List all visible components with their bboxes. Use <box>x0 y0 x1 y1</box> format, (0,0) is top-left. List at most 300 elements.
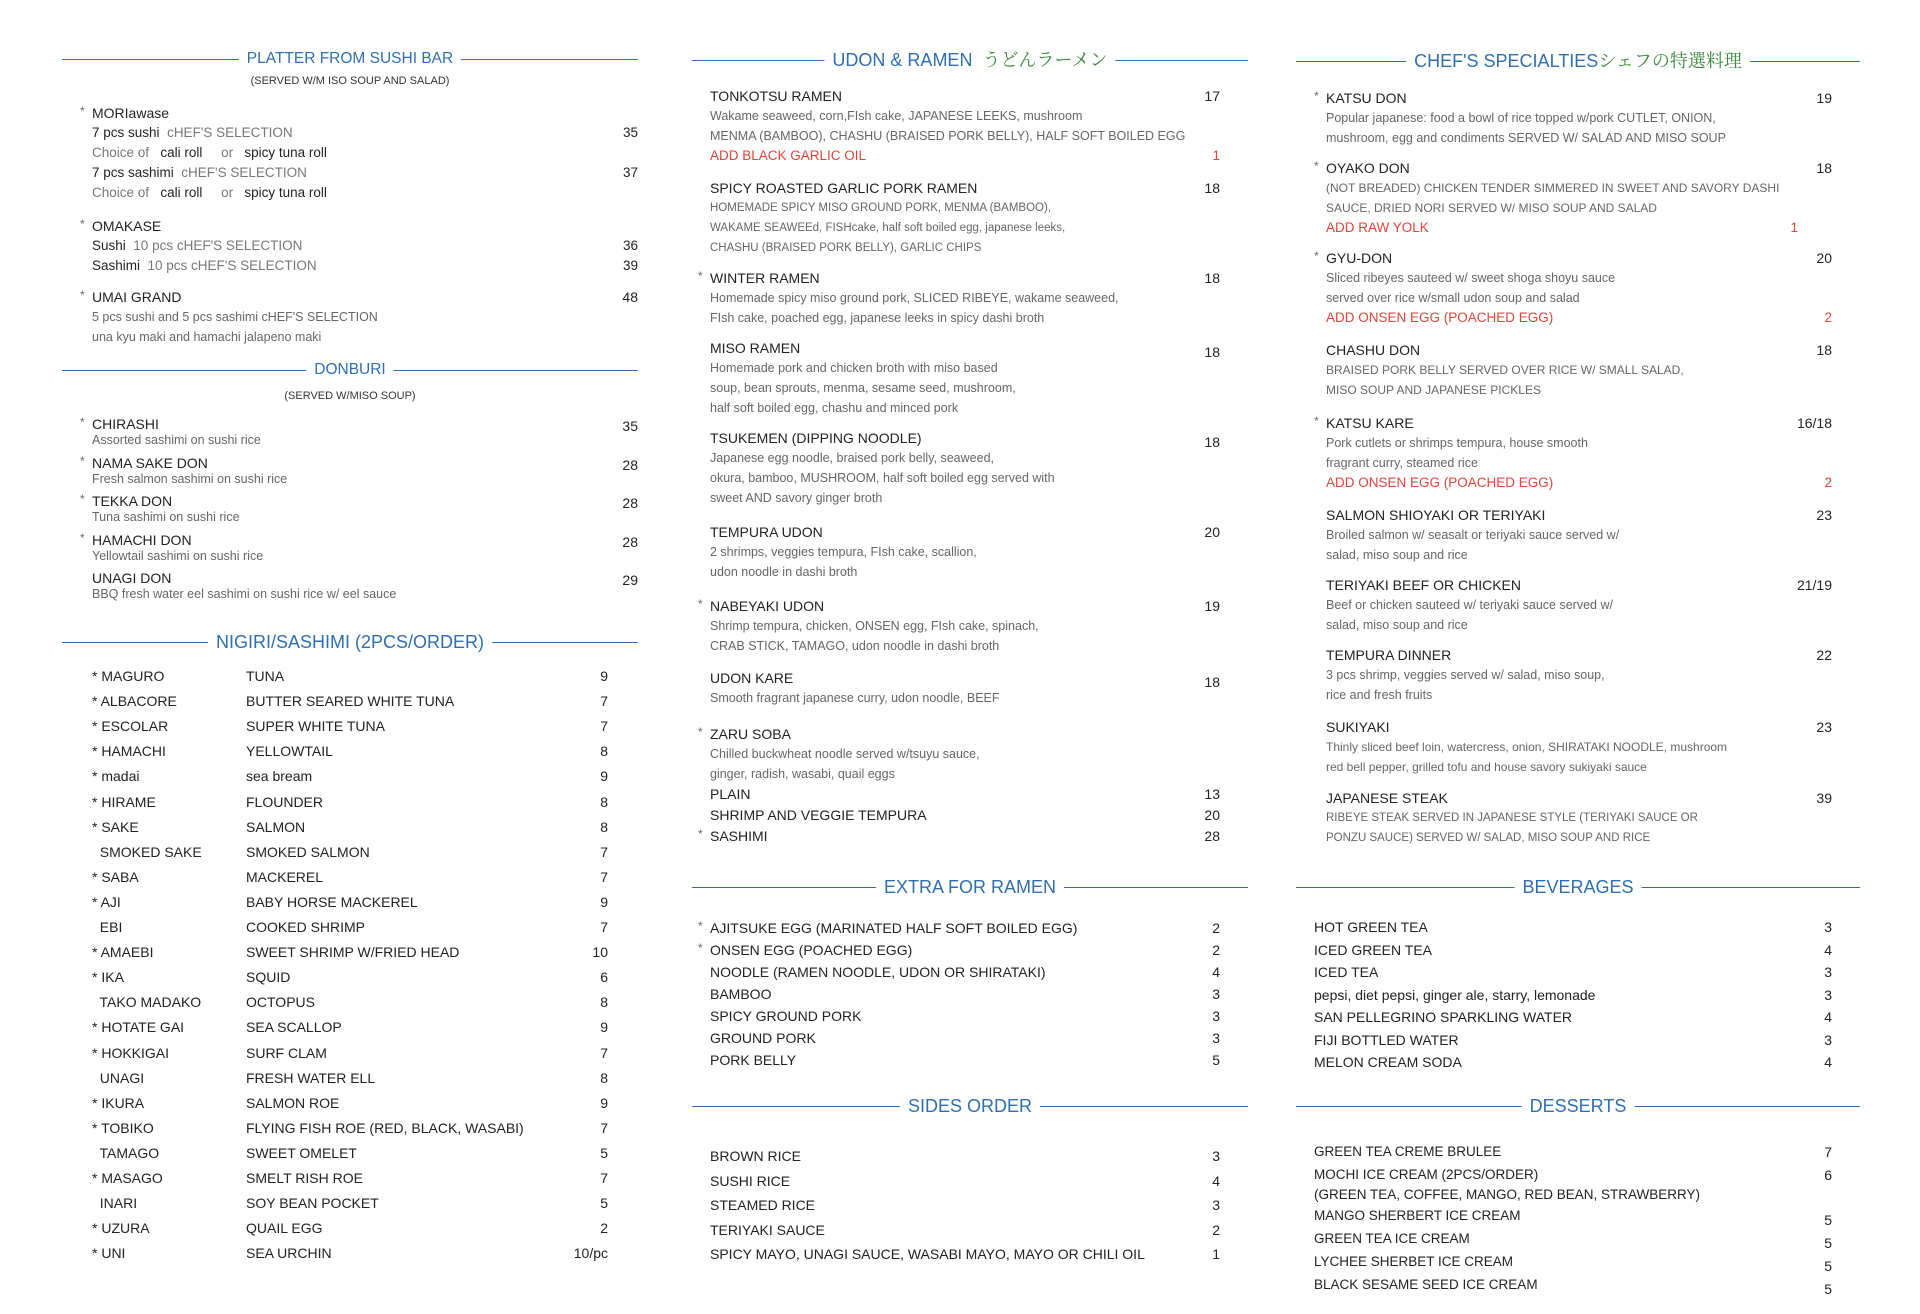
dessert-name: BLACK SESAME SEED ICE CREAM <box>1314 1277 1538 1292</box>
menu-item-japanese-steak <box>1296 788 1860 848</box>
item-price: 18 <box>1204 180 1220 196</box>
item-name: JAPANESE STEAK <box>1326 790 1448 806</box>
section-subtitle: (SERVED W/MISO SOUP) <box>284 390 416 402</box>
nigiri-price: 9 <box>600 893 608 910</box>
nigiri-english-name: SALMON ROE <box>246 1094 340 1111</box>
dessert-name: MOCHI ICE CREAM (2PCS/ORDER) <box>1314 1167 1539 1182</box>
nigiri-japanese-name: * TOBIKO <box>92 1119 154 1136</box>
sides-name: TERIYAKI SAUCE <box>710 1221 825 1238</box>
item-price: 23 <box>1816 719 1832 735</box>
item-description: (NOT BREADED) CHICKEN TENDER SIMMERED IN SWEET AND SAVORY DASHI <box>1326 181 1780 195</box>
item-name: TEMPURA DINNER <box>1326 647 1452 663</box>
item-price: 18 <box>1204 674 1220 690</box>
section-header-sides <box>692 1094 1248 1118</box>
nigiri-english-name: SWEET SHRIMP W/FRIED HEAD <box>246 944 460 961</box>
sides-price: 2 <box>1212 1221 1220 1238</box>
nigiri-japanese-name: * ESCOLAR <box>92 718 169 735</box>
item-price: 18 <box>1816 160 1832 176</box>
nigiri-japanese-name: * IKURA <box>92 1094 145 1111</box>
nigiri-row <box>62 1241 638 1266</box>
nigiri-english-name: COOKED SHRIMP <box>246 919 366 935</box>
item-name: TERIYAKI BEEF OR CHICKEN <box>1326 577 1521 593</box>
menu-item-donburi <box>62 568 638 604</box>
nigiri-row <box>62 1066 638 1091</box>
nigiri-japanese-name: * SABA <box>92 868 139 885</box>
section-header-desserts <box>1296 1094 1860 1118</box>
section-header-nigiri <box>62 630 638 654</box>
nigiri-row <box>62 790 638 815</box>
nigiri-japanese-name: UNAGI <box>92 1069 145 1086</box>
nigiri-english-name: SMELT RISH ROE <box>246 1170 363 1186</box>
nigiri-price: 2 <box>600 1220 608 1237</box>
item-name: UMAI GRAND <box>92 289 182 305</box>
item-description: Beef or chicken sauteed w/ teriyaki sauce served w/ <box>1326 598 1613 612</box>
section-title: CHEF'S SPECIALTIESシェフの特選料理 <box>1406 49 1750 73</box>
nigiri-japanese-name: * MASAGO <box>92 1170 163 1186</box>
item-name: OMAKASE <box>92 218 162 234</box>
item-description: Thinly sliced beef loin, watercress, onion, SHIRATAKI NOODLE, mushroom <box>1326 740 1728 754</box>
extra-name: NOODLE (RAMEN NOODLE, UDON OR SHIRATAKI) <box>710 964 1046 980</box>
section-title-jp: うどんラーメン <box>982 50 1108 70</box>
sides-row <box>692 1170 1220 1192</box>
nigiri-japanese-name: * HOTATE GAI <box>92 1019 185 1036</box>
dessert-row <box>1296 1228 1832 1250</box>
item-description: ginger, radish, wasabi, quail eggs <box>710 767 895 781</box>
nigiri-english-name: YELLOWTAIL <box>246 743 333 760</box>
item-description: soup, bean sprouts, menma, sesame seed, mushroom, <box>710 381 1016 395</box>
item-name: WINTER RAMEN <box>710 270 820 286</box>
item-name: KATSU KARE <box>1326 415 1414 431</box>
sides-price: 3 <box>1212 1148 1220 1164</box>
item-price: 17 <box>1204 88 1220 104</box>
item-description: half soft boiled egg, chashu and minced pork <box>710 401 959 415</box>
menu-item-moriawase: * MORIawase 7 pcs sushi cHEF'S SELECTION 35 Choice of cali roll or spicy tuna roll 7 pcs sashimi cHEF'S SELECTION 37 Choice of cali roll or spicy tuna roll <box>62 103 638 203</box>
menu-item-katsu-don: * KATSU DON 19 Popular japanese: food a bowl of rice topped w/pork CUTLET, ONION, mushroom, egg and condiments SERVED W/ SALAD AND MISO SOUP <box>1296 88 1860 148</box>
extra-price: 2 <box>1212 920 1220 936</box>
section-header-udon-ramen <box>692 48 1248 72</box>
item-name: MISO RAMEN <box>710 340 801 356</box>
dessert-flavors: (GREEN TEA, COFFEE, MANGO, RED BEAN, STRAWBERRY) <box>1314 1187 1701 1202</box>
addon-label: ADD ONSEN EGG (POACHED EGG) <box>1326 310 1554 325</box>
extra-price: 5 <box>1212 1052 1220 1068</box>
nigiri-row <box>62 1116 638 1141</box>
dessert-row <box>1296 1164 1832 1202</box>
item-price: 36 <box>622 238 638 253</box>
item-description: salad, miso soup and rice <box>1326 618 1468 632</box>
menu-item-zaru-soba: * ZARU SOBA Chilled buckwheat noodle served w/tsuyu sauce, ginger, radish, wasabi, quail eggs PLAIN 13 SHRIMP AND VEGGIE TEMPURA 20 * SASHIMI 28 <box>692 724 1248 847</box>
nigiri-english-name: SEA SCALLOP <box>246 1019 342 1036</box>
extra-row: * ONSEN EGG (POACHED EGG) 2 <box>692 939 1220 961</box>
menu-item-udon-kare <box>692 668 1248 708</box>
extra-price: 3 <box>1212 1008 1220 1024</box>
sides-name: BROWN RICE <box>710 1148 801 1164</box>
nigiri-row <box>62 1015 638 1040</box>
nigiri-row <box>62 739 638 764</box>
beverage-name: HOT GREEN TEA <box>1314 919 1428 935</box>
nigiri-price: 5 <box>600 1195 608 1212</box>
sides-name: SPICY MAYO, UNAGI SAUCE, WASABI MAYO, MAYO OR CHILI OIL <box>710 1246 1145 1262</box>
item-name: HAMACHI DON <box>92 531 192 548</box>
beverage-price: 4 <box>1824 1054 1832 1070</box>
item-description: fragrant curry, steamed rice <box>1326 456 1478 470</box>
item-name: TEKKA DON <box>92 493 173 509</box>
extra-name: BAMBOO <box>710 986 772 1002</box>
item-price: 18 <box>1816 342 1832 358</box>
dessert-name: LYCHEE SHERBET ICE CREAM <box>1314 1254 1514 1269</box>
item-description: Popular japanese: food a bowl of rice topped w/pork CUTLET, ONION, <box>1326 111 1716 125</box>
addon-price: 2 <box>1824 475 1832 490</box>
menu-item-donburi: * CHIRASHI 35 Assorted sashimi on sushi rice <box>62 414 638 450</box>
item-price: 28 <box>622 456 638 473</box>
item-description: FIsh cake, poached egg, japanese leeks in spicy dashi broth <box>710 311 1045 325</box>
nigiri-english-name: SALMON <box>246 818 306 835</box>
menu-item-salmon <box>1296 505 1860 565</box>
item-price: 28 <box>622 495 638 511</box>
beverage-price: 4 <box>1824 1009 1832 1025</box>
item-price: 19 <box>1816 90 1832 106</box>
nigiri-english-name: SMOKED SALMON <box>246 843 370 860</box>
item-description: BRAISED PORK BELLY SERVED OVER RICE W/ SMALL SALAD, <box>1326 363 1684 377</box>
extra-row <box>692 1027 1220 1049</box>
menu-item-winter-ramen: * WINTER RAMEN 18 Homemade spicy miso ground pork, SLICED RIBEYE, wakame seaweed, FIsh cake, poached egg, japanese leeks in spicy dashi broth <box>692 268 1248 328</box>
item-price: 39 <box>1816 790 1832 806</box>
menu-item-garlic-ramen <box>692 178 1248 258</box>
dessert-price: 5 <box>1824 1235 1832 1251</box>
nigiri-japanese-name: * HIRAME <box>92 793 156 810</box>
item-description: red bell pepper, grilled tofu and house savory sukiyaki sauce <box>1326 760 1647 774</box>
nigiri-price: 9 <box>600 1019 608 1036</box>
item-description: BBQ fresh water eel sashimi on sushi rice w/ eel sauce <box>92 587 397 601</box>
nigiri-price: 10 <box>592 944 608 961</box>
beverage-name: ICED TEA <box>1314 964 1379 980</box>
beverage-row <box>1296 916 1832 938</box>
nigiri-japanese-name: * madai <box>92 768 140 785</box>
item-price: 37 <box>622 165 638 180</box>
extra-row <box>692 983 1220 1005</box>
nigiri-row <box>62 865 638 890</box>
nigiri-japanese-name: * AJI <box>92 893 121 910</box>
item-description: Japanese egg noodle, braised pork belly, seaweed, <box>710 451 994 465</box>
item-description: Shrimp tempura, chicken, ONSEN egg, FIsh cake, spinach, <box>710 619 1039 633</box>
nigiri-english-name: TUNA <box>246 668 285 684</box>
beverage-name: MELON CREAM SODA <box>1314 1054 1462 1070</box>
menu-item-oyako-don: * OYAKO DON 18 (NOT BREADED) CHICKEN TENDER SIMMERED IN SWEET AND SAVORY DASHI SAUCE, DRIED NORI SERVED W/ MISO SOUP AND SALAD ADD RAW YOLK 1 <box>1296 158 1860 238</box>
menu-item-teriyaki <box>1296 575 1860 635</box>
nigiri-price: 8 <box>600 994 608 1011</box>
dessert-row <box>1296 1274 1832 1296</box>
item-price: 18 <box>1204 270 1220 286</box>
nigiri-japanese-name: * SAKE <box>92 818 139 835</box>
beverage-row <box>1296 1029 1832 1051</box>
extra-name: PORK BELLY <box>710 1052 797 1068</box>
item-price: 35 <box>622 418 638 434</box>
item-description: salad, miso soup and rice <box>1326 548 1468 562</box>
section-title-jp: シェフの特選料理 <box>1598 51 1742 71</box>
item-description: 3 pcs shrimp, veggies served w/ salad, miso soup, <box>1326 668 1605 682</box>
nigiri-row <box>62 1166 638 1191</box>
item-description: MENMA (BAMBOO), CHASHU (BRAISED PORK BELLY), HALF SOFT BOILED EGG <box>710 129 1186 143</box>
beverage-name: pepsi, diet pepsi, ginger ale, starry, lemonade <box>1314 986 1596 1003</box>
sides-name: SUSHI RICE <box>710 1172 791 1189</box>
menu-item-chashu-don <box>1296 340 1860 400</box>
menu-item-donburi: * NAMA SAKE DON 28 Fresh salmon sashimi on sushi rice <box>62 453 638 489</box>
item-description: SAUCE, DRIED NORI SERVED W/ MISO SOUP AND SALAD <box>1326 201 1657 215</box>
item-description: Wakame seaweed, corn,FIsh cake, JAPANESE LEEKS, mushroom <box>710 109 1083 123</box>
item-name: SPICY ROASTED GARLIC PORK RAMEN <box>710 180 978 196</box>
section-title: SIDES ORDER <box>900 1094 1040 1118</box>
item-name: SUKIYAKI <box>1326 719 1390 735</box>
option-name: PLAIN <box>710 786 751 802</box>
item-price: 19 <box>1204 598 1220 614</box>
nigiri-price: 7 <box>600 919 608 935</box>
beverage-price: 3 <box>1824 964 1832 980</box>
addon-label: ADD ONSEN EGG (POACHED EGG) <box>1326 475 1554 490</box>
menu-item-tempura-dinner <box>1296 645 1860 705</box>
menu-item-omakase: * OMAKASE Sushi 10 pcs cHEF'S SELECTION 36 Sashimi 10 pcs cHEF'S SELECTION 39 <box>62 216 638 276</box>
nigiri-japanese-name: * HAMACHI <box>92 743 166 760</box>
dessert-name: GREEN TEA ICE CREAM <box>1314 1231 1470 1246</box>
nigiri-row <box>62 1191 638 1216</box>
sides-row <box>692 1194 1220 1216</box>
nigiri-japanese-name: TAKO MADAKO <box>92 994 202 1011</box>
nigiri-price: 7 <box>600 693 608 710</box>
nigiri-price: 8 <box>600 818 608 835</box>
sides-row <box>692 1145 1220 1167</box>
nigiri-japanese-name: TAMAGO <box>92 1144 160 1161</box>
addon-label: ADD BLACK GARLIC OIL <box>710 148 867 163</box>
item-description: Yellowtail sashimi on sushi rice <box>92 548 264 563</box>
item-name: NAMA SAKE DON <box>92 454 208 471</box>
nigiri-price: 8 <box>600 743 608 760</box>
item-name: ZARU SOBA <box>710 726 791 742</box>
item-price: 16/18 <box>1796 415 1832 431</box>
item-description: served over rice w/small udon soup and salad <box>1326 291 1580 305</box>
item-description: sweet AND savory ginger broth <box>710 491 883 505</box>
nigiri-japanese-name: * IKA <box>92 969 124 986</box>
item-description: CRAB STICK, TAMAGO, udon noodle in dashi broth <box>710 639 1000 653</box>
nigiri-price: 7 <box>600 718 608 735</box>
item-price: 20 <box>1204 524 1220 540</box>
addon-price: 2 <box>1824 310 1832 325</box>
nigiri-english-name: SOY BEAN POCKET <box>246 1195 379 1212</box>
nigiri-row <box>62 915 638 940</box>
menu-item-umai-grand: * UMAI GRAND 48 5 pcs sushi and 5 pcs sashimi cHEF'S SELECTION una kyu maki and hamachi jalapeno maki <box>62 287 638 347</box>
dessert-name: GREEN TEA CREME BRULEE <box>1314 1144 1502 1159</box>
nigiri-english-name: BABY HORSE MACKEREL <box>246 893 418 910</box>
nigiri-price: 7 <box>600 1119 608 1136</box>
item-description: Homemade pork and chicken broth with miso based <box>710 361 998 375</box>
nigiri-row <box>62 714 638 739</box>
option-price: 28 <box>1204 828 1220 844</box>
beverage-price: 4 <box>1824 941 1832 958</box>
item-description: Assorted sashimi on sushi rice <box>92 433 261 447</box>
nigiri-row <box>62 965 638 990</box>
beverage-price: 3 <box>1824 919 1832 935</box>
nigiri-row <box>62 890 638 915</box>
section-header-beverages <box>1296 875 1860 899</box>
item-description: Chilled buckwheat noodle served w/tsuyu sauce, <box>710 747 980 761</box>
nigiri-japanese-name: SMOKED SAKE <box>92 843 202 860</box>
item-price: 18 <box>1204 344 1220 360</box>
item-description: CHASHU (BRAISED PORK BELLY), GARLIC CHIPS <box>710 242 982 254</box>
nigiri-row <box>62 1041 638 1066</box>
item-name: TSUKEMEN (DIPPING NOODLE) <box>710 430 922 446</box>
item-name: CHASHU DON <box>1326 342 1421 358</box>
section-title: NIGIRI/SASHIMI (2PCS/ORDER) <box>208 630 492 654</box>
extra-price: 3 <box>1212 986 1220 1002</box>
item-price: 29 <box>622 572 638 588</box>
item-description: Pork cutlets or shrimps tempura, house smooth <box>1326 436 1588 450</box>
sides-row <box>692 1219 1220 1241</box>
item-description: okura, bamboo, MUSHROOM, half soft boiled egg served with <box>710 471 1055 485</box>
addon-price: 1 <box>1790 220 1798 235</box>
item-name: NABEYAKI UDON <box>710 598 825 614</box>
nigiri-japanese-name: INARI <box>92 1195 138 1212</box>
item-description: Homemade spicy miso ground pork, SLICED RIBEYE, wakame seaweed, <box>710 291 1119 305</box>
menu-item-sukiyaki <box>1296 717 1860 777</box>
nigiri-english-name: BUTTER SEARED WHITE TUNA <box>246 693 455 710</box>
dessert-row <box>1296 1141 1832 1163</box>
menu-item-donburi: * TEKKA DON 28 Tuna sashimi on sushi rice <box>62 491 638 527</box>
nigiri-price: 8 <box>600 793 608 810</box>
nigiri-english-name: SURF CLAM <box>246 1044 327 1061</box>
nigiri-japanese-name: * AMAEBI <box>92 944 154 961</box>
option-price: 20 <box>1204 807 1220 823</box>
nigiri-english-name: SWEET OMELET <box>246 1144 357 1161</box>
nigiri-row <box>62 689 638 714</box>
item-description: Broiled salmon w/ seasalt or teriyaki sauce served w/ <box>1326 528 1620 542</box>
section-title: PLATTER FROM SUSHI BAR <box>239 47 461 71</box>
beverage-row <box>1296 939 1832 961</box>
item-choice: Choice of cali roll or spicy tuna roll <box>92 185 327 200</box>
nigiri-price: 10/pc <box>573 1245 608 1262</box>
beverage-row <box>1296 1006 1832 1028</box>
sides-price: 3 <box>1212 1197 1220 1213</box>
item-description: udon noodle in dashi broth <box>710 565 858 579</box>
extra-row <box>692 1049 1220 1071</box>
option-price: 13 <box>1204 786 1220 802</box>
menu-item-tempura-udon <box>692 522 1248 582</box>
item-description: 2 shrimps, veggies tempura, FIsh cake, scallion, <box>710 545 977 559</box>
menu-item-tonkotsu <box>692 86 1248 166</box>
nigiri-row <box>62 664 638 689</box>
section-header-platter <box>62 47 638 71</box>
beverage-name: SAN PELLEGRINO SPARKLING WATER <box>1314 1009 1573 1025</box>
item-price: 48 <box>622 289 638 305</box>
beverage-row <box>1296 1051 1832 1073</box>
nigiri-english-name: FLOUNDER <box>246 793 324 810</box>
extra-row <box>692 1005 1220 1027</box>
item-name: UNAGI DON <box>92 570 172 586</box>
nigiri-english-name: SEA URCHIN <box>246 1245 332 1262</box>
nigiri-price: 7 <box>600 1170 608 1186</box>
section-subtitle: (SERVED W/M ISO SOUP AND SALAD) <box>250 75 450 87</box>
nigiri-english-name: QUAIL EGG <box>246 1220 323 1237</box>
nigiri-english-name: FRESH WATER ELL <box>246 1069 376 1086</box>
beverage-row <box>1296 984 1832 1006</box>
addon-label: ADD RAW YOLK <box>1326 220 1429 235</box>
item-choice: Choice of cali roll or spicy tuna roll <box>92 145 327 160</box>
item-description: 5 pcs sushi and 5 pcs sashimi cHEF'S SELECTION <box>92 310 378 324</box>
beverage-name: FIJI BOTTLED WATER <box>1314 1031 1459 1048</box>
item-price: 18 <box>1204 434 1220 450</box>
menu-item-katsu-kare: * KATSU KARE 16/18 Pork cutlets or shrimps tempura, house smooth fragrant curry, steamed rice ADD ONSEN EGG (POACHED EGG) 2 <box>1296 413 1860 493</box>
nigiri-english-name: FLYING FISH ROE (RED, BLACK, WASABI) <box>246 1119 524 1136</box>
item-description: Fresh salmon sashimi on sushi rice <box>92 471 288 486</box>
extra-price: 4 <box>1212 964 1220 980</box>
item-name: KATSU DON <box>1326 90 1407 106</box>
nigiri-english-name: MACKEREL <box>246 868 324 885</box>
nigiri-price: 7 <box>600 868 608 885</box>
extra-name: ONSEN EGG (POACHED EGG) <box>710 942 913 958</box>
item-price: 22 <box>1816 647 1832 663</box>
sides-price: 1 <box>1212 1246 1220 1262</box>
menu-item-tsukemen <box>692 428 1248 508</box>
item-name: TEMPURA UDON <box>710 524 823 540</box>
menu-item-nabeyaki: * NABEYAKI UDON 19 Shrimp tempura, chicken, ONSEN egg, FIsh cake, spinach, CRAB STICK, TAMAGO, udon noodle in dashi broth <box>692 596 1248 656</box>
dessert-name: MANGO SHERBERT ICE CREAM <box>1314 1208 1521 1223</box>
menu-item-gyu-don: * GYU-DON 20 Sliced ribeyes sauteed w/ sweet shoga shoyu sauce served over rice w/small udon soup and salad ADD ONSEN EGG (POACHED EGG) 2 <box>1296 248 1860 328</box>
item-description: Sliced ribeyes sauteed w/ sweet shoga shoyu sauce <box>1326 271 1616 285</box>
sides-row <box>692 1243 1220 1265</box>
extra-name: AJITSUKE EGG (MARINATED HALF SOFT BOILED EGG) <box>710 920 1078 936</box>
nigiri-price: 8 <box>600 1069 608 1086</box>
item-description: rice and fresh fruits <box>1326 688 1433 702</box>
beverage-name: ICED GREEN TEA <box>1314 941 1432 958</box>
item-price: 21/19 <box>1796 577 1832 593</box>
nigiri-english-name: OCTOPUS <box>246 994 315 1011</box>
nigiri-row <box>62 990 638 1015</box>
dessert-price: 5 <box>1824 1258 1832 1274</box>
extra-row <box>692 961 1220 983</box>
item-price: 20 <box>1816 250 1832 266</box>
section-header-chef <box>1296 49 1860 73</box>
nigiri-price: 7 <box>600 843 608 860</box>
nigiri-japanese-name: EBI <box>92 919 123 935</box>
nigiri-price: 9 <box>600 668 608 684</box>
dessert-price: 7 <box>1824 1144 1832 1160</box>
item-name: TONKOTSU RAMEN <box>710 88 842 104</box>
extra-price: 2 <box>1212 942 1220 958</box>
option-name: SHRIMP AND VEGGIE TEMPURA <box>710 807 927 823</box>
nigiri-row <box>62 764 638 789</box>
nigiri-price: 9 <box>600 1094 608 1111</box>
item-description: mushroom, egg and condiments SERVED W/ SALAD AND MISO SOUP <box>1326 131 1726 145</box>
section-title: EXTRA FOR RAMEN <box>876 875 1064 899</box>
nigiri-english-name: sea bream <box>246 768 313 785</box>
section-header-extra <box>692 875 1248 899</box>
dessert-price: 6 <box>1824 1167 1832 1183</box>
nigiri-row <box>62 1091 638 1116</box>
nigiri-row <box>62 1216 638 1241</box>
item-price: 39 <box>622 258 638 273</box>
menu-item-donburi: * HAMACHI DON 28 Yellowtail sashimi on sushi rice <box>62 530 638 566</box>
nigiri-japanese-name: * UNI <box>92 1245 126 1262</box>
nigiri-row <box>62 940 638 965</box>
item-name: CHIRASHI <box>92 416 159 432</box>
dessert-price: 5 <box>1824 1281 1832 1297</box>
sides-name: STEAMED RICE <box>710 1197 816 1213</box>
sides-price: 4 <box>1212 1172 1220 1189</box>
item-name: OYAKO DON <box>1326 160 1410 176</box>
nigiri-english-name: SQUID <box>246 969 291 986</box>
nigiri-row <box>62 1141 638 1166</box>
item-name: GYU-DON <box>1326 250 1393 266</box>
section-title: BEVERAGES <box>1514 875 1641 899</box>
nigiri-price: 6 <box>600 969 608 986</box>
nigiri-japanese-name: * UZURA <box>92 1220 150 1237</box>
option-name: SASHIMI <box>710 828 768 844</box>
